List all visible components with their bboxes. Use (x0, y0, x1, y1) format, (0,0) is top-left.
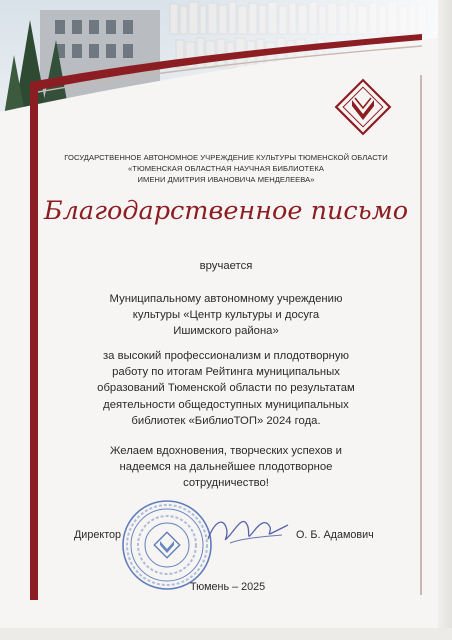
recipient-line: культуры «Центр культуры и досуга (132, 309, 320, 322)
frame-right-line (420, 75, 422, 595)
organization-line: «ТЮМЕНСКАЯ ОБЛАСТНАЯ НАУЧНАЯ БИБЛИОТЕКА (128, 164, 324, 173)
organization-line: ГОСУДАРСТВЕННОЕ АВТОНОМНОЕ УЧРЕЖДЕНИЕ КУЛЬТУРЫ ТЮМЕНСКОЙ ОБЛАСТИ (64, 153, 388, 162)
paper-edge (438, 0, 452, 640)
wishes-text (44, 443, 408, 492)
recipient-name (44, 291, 408, 340)
place-date: Тюмень – 2025 (190, 581, 266, 593)
wishes-line: Желаем вдохновения, творческих успехов и (110, 445, 342, 457)
awarded-text: вручается (199, 260, 253, 272)
director-name: О. Б. Адамович (296, 529, 374, 541)
recipient-line: Ишимского района» (173, 325, 279, 338)
director-signature-icon (200, 505, 290, 555)
reason-line: образований Тюменской области по результатам (97, 382, 355, 395)
wishes-line: сотрудничество! (183, 477, 269, 490)
library-logo-icon (332, 76, 394, 138)
document-title: Благодарственное письмо (43, 196, 409, 226)
reason-line: библиотек «БиблиоТОП» 2024 года. (131, 414, 321, 427)
reason-line: работу по итогам Рейтинга муниципальных (112, 366, 340, 379)
organization-name (40, 152, 412, 185)
reason-text (44, 348, 408, 429)
paper-bottom-edge (0, 628, 452, 640)
organization-line: ИМЕНИ ДМИТРИЯ ИВАНОВИЧА МЕНДЕЛЕЕВА» (137, 175, 315, 184)
reason-line: деятельности общедоступных муниципальных (103, 398, 349, 411)
director-title: Директор (74, 529, 122, 541)
frame-left-bar (30, 82, 38, 600)
recipient-line: Муниципальному автономному учреждению (109, 293, 343, 305)
reason-line: за высокий профессионализм и плодотворную (102, 350, 350, 362)
wishes-line: надеемся на дальнейшее плодотворное (119, 461, 333, 474)
